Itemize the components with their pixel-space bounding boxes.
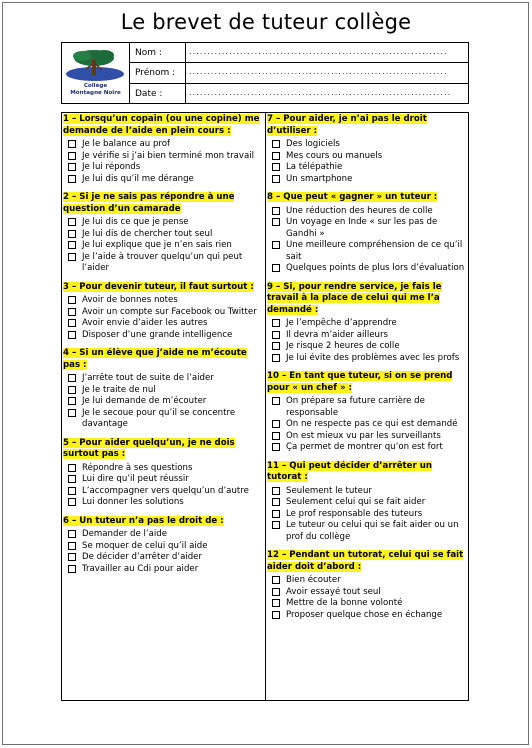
answer-option [267, 151, 467, 163]
answer-option [63, 151, 264, 163]
question-text [63, 114, 264, 137]
question-highlight: 5 – Pour aider quelqu’un, je ne dois surtout pas : [63, 437, 235, 459]
answer-option [63, 552, 264, 564]
answer-option-label: Mettre de la bonne volonté [286, 598, 403, 608]
answer-option-label: Avoir de bonnes notes [82, 295, 178, 305]
question-text [267, 282, 467, 317]
tree-logo-icon [64, 46, 126, 84]
answer-option-label: Avoir un compte sur Facebook ou Twitter [82, 306, 257, 317]
checkbox[interactable] [272, 420, 280, 428]
answer-option-label: Je lui dis de chercher tout seul [82, 228, 213, 239]
answer-option-label: Demander de l’aide [82, 529, 167, 539]
answer-option [267, 509, 467, 521]
answer-options [63, 217, 264, 275]
nom-row [130, 43, 468, 63]
answer-option-label: Je lui dis qu’il me dérange [82, 173, 194, 184]
prenom-label: Prénom : [130, 63, 186, 82]
answer-option-label: Je lui demande de m’écouter [82, 396, 207, 406]
school-logo [62, 43, 130, 103]
answer-option-label: De décider d’arrêter d’aider [82, 552, 203, 562]
answer-option [267, 497, 467, 509]
checkbox[interactable] [272, 576, 280, 584]
answer-option [267, 240, 467, 263]
answer-option [267, 575, 467, 587]
answer-option-label: Je lui explique que je n’en sais rien [82, 240, 232, 250]
answer-options [63, 373, 264, 431]
question-highlight: 10 – En tant que tuteur, si on se prend pour « un chef » : [267, 371, 453, 393]
question-block [267, 192, 467, 275]
answer-option-label: Avoir envie d’aider les autres [82, 318, 208, 328]
answer-option-label: Un voyage en Inde « sur les pas de Gandhi » [286, 217, 438, 239]
question-block [63, 348, 264, 431]
answer-option-label: Je le traite de nul [82, 384, 156, 395]
answer-option [63, 463, 264, 475]
question-block [267, 461, 467, 544]
answer-option [267, 396, 467, 419]
checkbox[interactable] [68, 530, 76, 538]
school-name-line2: Montagne Noire [70, 90, 121, 96]
answer-option [63, 385, 264, 397]
checkbox[interactable] [68, 163, 76, 171]
answer-option [63, 486, 264, 498]
answer-options [63, 529, 264, 575]
answer-option [63, 162, 264, 174]
answer-option [63, 497, 264, 509]
question-block [63, 282, 264, 342]
answer-option [63, 373, 264, 385]
answer-option-label: Se moquer de celui qu’il aide [82, 540, 208, 551]
answer-option [63, 295, 264, 307]
answer-option-label: J’arrête tout de suite de l’aider [82, 373, 214, 383]
answer-option-label: Le prof responsable des tuteurs [286, 508, 423, 519]
answer-option-label: La télépathie [286, 162, 343, 172]
answer-option-label: Avoir essayé tout seul [286, 586, 381, 597]
answer-option [267, 341, 467, 353]
answer-option-label: On est mieux vu par les surveillants [286, 430, 441, 441]
answer-option [267, 162, 467, 174]
student-info-box [61, 42, 469, 104]
checkbox[interactable] [68, 308, 76, 316]
answer-option-label: Des logiciels [286, 139, 340, 149]
page-title: Le brevet de tuteur collège [120, 10, 412, 34]
answer-options [267, 206, 467, 275]
answer-option [63, 408, 264, 431]
prenom-row [130, 63, 468, 83]
question-block [63, 114, 264, 185]
checkbox[interactable] [68, 140, 76, 148]
answer-option-label: Je le balance au prof [82, 139, 171, 149]
answer-option [63, 541, 264, 553]
answer-option-label: Je lui évite des problèmes avec les profs [286, 352, 460, 363]
checkbox[interactable] [68, 464, 76, 472]
checkbox[interactable] [68, 475, 76, 483]
answer-option [63, 139, 264, 151]
answer-options [63, 139, 264, 185]
checkbox[interactable] [68, 331, 76, 339]
answer-options [267, 486, 467, 544]
checkbox[interactable] [68, 241, 76, 249]
answer-option [63, 229, 264, 241]
answer-option [267, 442, 467, 454]
school-name [62, 83, 129, 97]
checkbox[interactable] [272, 397, 280, 405]
question-highlight: 2 – Si je ne sais pas répondre à une question d’un camarade [63, 192, 235, 214]
nom-field[interactable]: ....................................................................... [189, 47, 448, 56]
answer-option [267, 263, 467, 275]
answer-option-label: On ne respecte pas ce qui est demandé [286, 419, 458, 429]
checkbox[interactable] [68, 487, 76, 495]
answer-option [63, 529, 264, 541]
answer-option-label: Un smartphone [286, 173, 353, 184]
checkbox[interactable] [68, 319, 76, 327]
checkbox[interactable] [272, 354, 280, 362]
answer-option-label: Répondre à ses questions [82, 462, 193, 473]
answer-option [63, 318, 264, 330]
answer-option [267, 419, 467, 431]
checkbox[interactable] [272, 207, 280, 215]
checkbox[interactable] [272, 443, 280, 451]
date-row [130, 84, 468, 104]
checkbox[interactable] [68, 175, 76, 183]
answer-option-label: L’accompagner vers quelqu’un d’autre [82, 485, 249, 496]
checkbox[interactable] [68, 296, 76, 304]
questions-column-left [62, 113, 265, 700]
question-text [63, 348, 264, 371]
answer-option-label: Ça permet de montrer qu’on est fort [286, 442, 443, 452]
checkbox[interactable] [272, 510, 280, 518]
checkbox[interactable] [68, 553, 76, 561]
answer-option [267, 318, 467, 330]
question-text [63, 438, 264, 461]
checkbox[interactable] [68, 218, 76, 226]
question-highlight: 7 – Pour aider, je n’ai pas le droit d’utiliser : [267, 114, 427, 136]
answer-option-label: Le tuteur ou celui qui se fait aider ou un prof du collège [286, 520, 459, 542]
question-text [267, 192, 467, 204]
answer-option [267, 431, 467, 443]
question-block [267, 282, 467, 365]
answer-option [267, 206, 467, 218]
checkbox[interactable] [68, 542, 76, 550]
answer-option [63, 174, 264, 186]
answer-option [63, 240, 264, 252]
checkbox[interactable] [272, 611, 280, 619]
checkbox[interactable] [68, 498, 76, 506]
question-highlight: 3 – Pour devenir tuteur, il faut surtout : [63, 281, 254, 292]
answer-option-label: Je l’aide à trouver quelqu’un qui peut l’aider [82, 251, 243, 273]
question-highlight: 8 – Que peut « gagner » un tuteur : [267, 192, 438, 202]
question-text [63, 192, 264, 215]
question-text [267, 550, 467, 573]
question-highlight: 4 – Si un élève que j’aide ne m’écoute pas : [63, 348, 247, 370]
date-field[interactable]: ........................................................................ [189, 87, 452, 97]
checkbox[interactable] [272, 140, 280, 148]
answer-option-label: On prépare sa future carrière de responsable [286, 396, 425, 418]
checkbox[interactable] [68, 409, 76, 417]
checkbox[interactable] [272, 521, 280, 529]
checkbox[interactable] [68, 386, 76, 394]
question-highlight: 12 – Pendant un tutorat, celui qui se fait aider doit d’abord : [267, 550, 464, 572]
question-highlight: 1 – Lorsqu’un copain (ou une copine) me demande de l’aide en plein cours : [63, 114, 260, 136]
checkbox[interactable] [68, 253, 76, 261]
answer-option [63, 307, 264, 319]
answer-option-label: Je risque 2 heures de colle [286, 341, 400, 351]
answer-option-label: Une réduction des heures de colle [286, 205, 433, 216]
checkbox[interactable] [68, 374, 76, 382]
answer-options [267, 396, 467, 454]
checkbox[interactable] [68, 152, 76, 160]
question-highlight: 9 – Si, pour rendre service, je fais le travail à la place de celui qui me l’a demandé : [267, 281, 442, 315]
question-block [63, 516, 264, 576]
answer-option [267, 353, 467, 365]
checkbox[interactable] [272, 175, 280, 183]
nom-label: Nom : [130, 43, 186, 62]
checkbox[interactable] [272, 342, 280, 350]
prenom-field[interactable]: ....................................................................... [189, 67, 448, 77]
questions-grid [61, 112, 469, 701]
question-highlight: 11 – Qui peut décider d’arrêter un tutorat : [267, 460, 432, 482]
checkbox[interactable] [272, 331, 280, 339]
answer-option-label: Bien écouter [286, 575, 341, 585]
answer-option [63, 217, 264, 229]
checkbox[interactable] [272, 152, 280, 160]
answer-option-label: Travailler au Cdi pour aider [82, 563, 199, 574]
answer-option [267, 486, 467, 498]
answer-options [267, 318, 467, 364]
answer-options [267, 139, 467, 185]
checkbox[interactable] [272, 498, 280, 506]
checkbox[interactable] [272, 163, 280, 171]
question-block [63, 438, 264, 509]
checkbox[interactable] [272, 599, 280, 607]
school-name-line1: Collège [83, 83, 108, 89]
checkbox[interactable] [272, 218, 280, 226]
answer-option-label: Je le secoue pour qu’il se concentre davantage [82, 407, 236, 429]
question-block [63, 192, 264, 275]
checkbox[interactable] [272, 588, 280, 596]
answer-option-label: Mes cours ou manuels [286, 150, 383, 161]
answer-option [63, 396, 264, 408]
questions-column-right [265, 113, 468, 700]
question-text [267, 371, 467, 394]
answer-option [267, 139, 467, 151]
answer-option-label: Seulement le tuteur [286, 485, 372, 496]
checkbox[interactable] [68, 230, 76, 238]
question-text [63, 282, 264, 294]
question-text [63, 516, 264, 528]
answer-option [63, 474, 264, 486]
answer-option [267, 587, 467, 599]
answer-option [267, 330, 467, 342]
answer-option-label: Je lui dis ce que je pense [82, 217, 189, 227]
answer-options [267, 575, 467, 621]
answer-option [63, 252, 264, 275]
answer-option-label: Seulement celui qui se fait aider [286, 497, 426, 507]
date-label: Date : [130, 84, 186, 104]
question-block [267, 371, 467, 454]
question-text [267, 461, 467, 484]
checkbox[interactable] [272, 264, 280, 272]
answer-option-label: Je lui réponds [82, 162, 141, 172]
answer-option-label: Il devra m’aider ailleurs [286, 329, 388, 340]
question-text [267, 114, 467, 137]
answer-option [267, 598, 467, 610]
info-fields [130, 43, 468, 103]
answer-option-label: Lui donner les solutions [82, 497, 184, 507]
checkbox[interactable] [272, 487, 280, 495]
answer-option [267, 610, 467, 622]
answer-option-label: Disposer d’une grande intelligence [82, 329, 233, 340]
answer-option-label: Lui dire qu’il peut réussir [82, 474, 189, 484]
answer-option [267, 174, 467, 186]
answer-option-label: Je vérifie si j’ai bien terminé mon travail [82, 150, 255, 161]
answer-option [63, 564, 264, 576]
checkbox[interactable] [272, 432, 280, 440]
answer-option [267, 520, 467, 543]
answer-option [267, 217, 467, 240]
checkbox[interactable] [272, 319, 280, 327]
answer-options [63, 463, 264, 509]
checkbox[interactable] [68, 565, 76, 573]
question-block [267, 550, 467, 621]
answer-option-label: Une meilleure compréhension de ce qu’il sait [286, 240, 463, 262]
question-block [267, 114, 467, 185]
question-highlight: 6 – Un tuteur n’a pas le droit de : [63, 515, 224, 526]
answer-option [63, 330, 264, 342]
checkbox[interactable] [68, 397, 76, 405]
answer-option-label: Proposer quelque chose en échange [286, 609, 443, 620]
answer-options [63, 295, 264, 341]
answer-option-label: Je l’empêche d’apprendre [286, 318, 397, 328]
answer-option-label: Quelques points de plus lors d’évaluation [286, 263, 465, 273]
checkbox[interactable] [272, 241, 280, 249]
